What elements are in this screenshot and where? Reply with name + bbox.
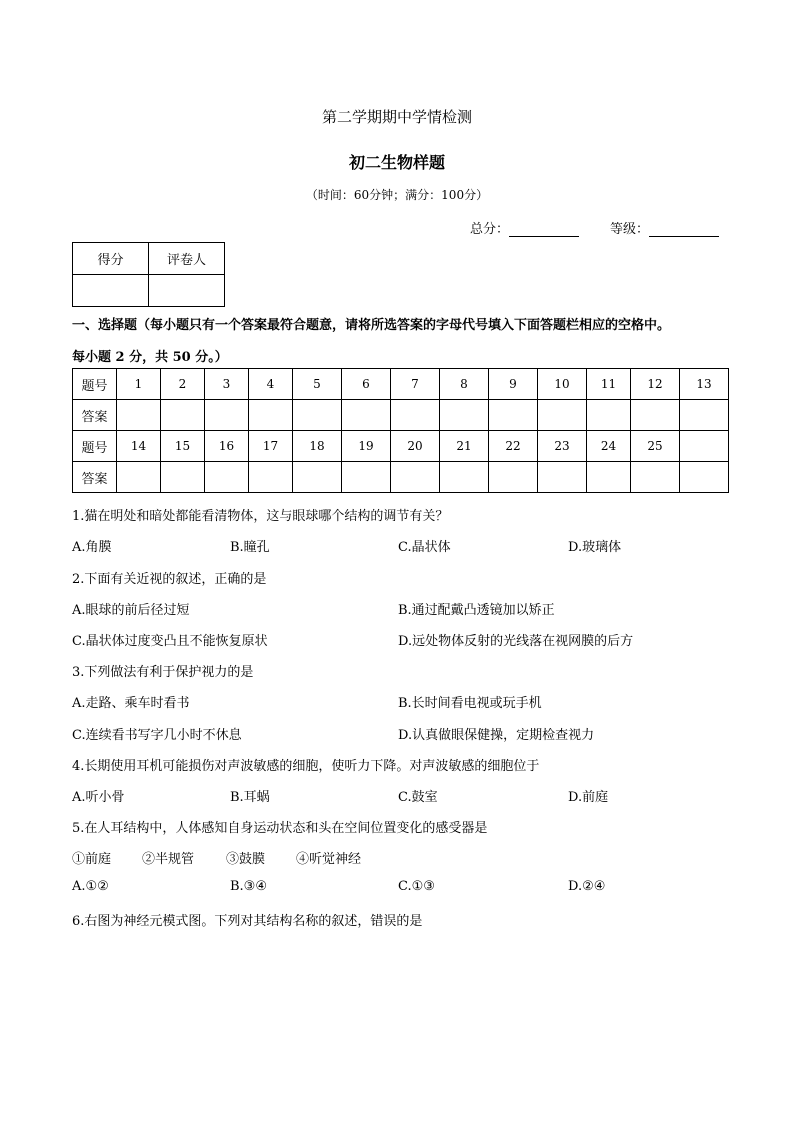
number-cell: 3 — [205, 369, 249, 400]
section-instructions-line1: 一、选择题（每小题只有一个答案最符合题意，请将所选答案的字母代号填入下面答题栏相应的空格中。 — [72, 318, 671, 333]
question-6-stem: 6.右图为神经元模式图。下列对其结构名称的叙述，错误的是 — [72, 914, 423, 929]
number-cell: 23 — [538, 431, 587, 462]
number-row-label: 题号 — [73, 431, 117, 462]
question-5-item-2: ②半规管 — [142, 852, 195, 867]
question-5-item-3: ③鼓膜 — [226, 852, 266, 867]
number-cell: 22 — [489, 431, 538, 462]
number-cell: 7 — [391, 369, 440, 400]
exam-title: 第二学期期中学情检测 — [321, 108, 472, 126]
answer-cell[interactable] — [161, 400, 205, 431]
number-cell: 11 — [587, 369, 631, 400]
table-row-numbers-2 — [73, 431, 729, 462]
number-cell: 21 — [440, 431, 489, 462]
question-2-option-c[interactable]: C.晶状体过度变凸且不能恢复原状 — [72, 634, 268, 649]
number-cell: 25 — [631, 431, 680, 462]
answer-cell[interactable] — [680, 400, 729, 431]
question-5-option-d[interactable]: D.②④ — [568, 879, 606, 894]
time-info: （时间：60分钟；满分：100分） — [305, 188, 489, 202]
total-score-blank[interactable] — [509, 222, 579, 237]
answer-table — [72, 368, 729, 493]
grade-field — [610, 218, 719, 237]
total-score-label: 总分： — [470, 222, 510, 237]
number-row-label: 题号 — [73, 369, 117, 400]
question-5-item-1: ①前庭 — [72, 852, 112, 867]
question-5-stem: 5.在人耳结构中，人体感知自身运动状态和头在空间位置变化的感受器是 — [72, 821, 488, 836]
number-cell: 16 — [205, 431, 249, 462]
number-cell: 6 — [342, 369, 391, 400]
answer-cell[interactable] — [631, 400, 680, 431]
answer-cell[interactable] — [205, 462, 249, 493]
question-4-option-a[interactable]: A.听小骨 — [72, 790, 125, 805]
question-4-option-b[interactable]: B.耳蜗 — [230, 790, 270, 805]
question-1-option-a[interactable]: A.角膜 — [72, 540, 112, 555]
total-score-field — [470, 218, 579, 237]
question-4-option-c[interactable]: C.鼓室 — [398, 790, 438, 805]
number-cell: 20 — [391, 431, 440, 462]
number-cell: 10 — [538, 369, 587, 400]
question-5-item-4: ④听觉神经 — [296, 852, 362, 867]
answer-cell[interactable] — [489, 462, 538, 493]
answer-cell[interactable] — [293, 400, 342, 431]
number-cell: 19 — [342, 431, 391, 462]
number-cell: 1 — [117, 369, 161, 400]
answer-row-label: 答案 — [73, 462, 117, 493]
answer-cell[interactable] — [538, 462, 587, 493]
number-cell: 13 — [680, 369, 729, 400]
question-4-stem: 4.长期使用耳机可能损伤对声波敏感的细胞，使听力下降。对声波敏感的细胞位于 — [72, 759, 540, 774]
table-row-numbers-1 — [73, 369, 729, 400]
grade-blank[interactable] — [649, 222, 719, 237]
answer-cell[interactable] — [117, 400, 161, 431]
number-cell: 8 — [440, 369, 489, 400]
number-cell — [680, 431, 729, 462]
question-5-option-a[interactable]: A.①② — [72, 879, 109, 894]
answer-cell[interactable] — [489, 400, 538, 431]
grader-box — [72, 242, 225, 307]
table-row-answers-1 — [73, 400, 729, 431]
answer-cell[interactable] — [440, 462, 489, 493]
answer-cell[interactable] — [249, 462, 293, 493]
question-2-option-a[interactable]: A.眼球的前后径过短 — [72, 603, 190, 618]
question-4-option-d[interactable]: D.前庭 — [568, 790, 609, 805]
question-1-option-b[interactable]: B.瞳孔 — [230, 540, 270, 555]
answer-cell[interactable] — [391, 400, 440, 431]
question-3-option-c[interactable]: C.连续看书写字几小时不休息 — [72, 728, 242, 743]
reviewer-cell[interactable] — [149, 275, 225, 307]
exam-subtitle: 初二生物样题 — [348, 153, 445, 172]
answer-cell[interactable] — [538, 400, 587, 431]
question-3-option-d[interactable]: D.认真做眼保健操，定期检查视力 — [398, 728, 595, 743]
answer-cell[interactable] — [249, 400, 293, 431]
question-3-option-b[interactable]: B.长时间看电视或玩手机 — [398, 696, 542, 711]
answer-cell[interactable] — [680, 462, 729, 493]
number-cell: 18 — [293, 431, 342, 462]
number-cell: 17 — [249, 431, 293, 462]
answer-cell[interactable] — [342, 400, 391, 431]
section-instructions-line2: 每小题 2 分，共 50 分。） — [72, 350, 228, 365]
number-cell: 24 — [587, 431, 631, 462]
question-5-option-c[interactable]: C.①③ — [398, 879, 435, 894]
score-header: 得分 — [73, 243, 149, 275]
question-3-option-a[interactable]: A.走路、乘车时看书 — [72, 696, 190, 711]
table-row-answers-2 — [73, 462, 729, 493]
number-cell: 15 — [161, 431, 205, 462]
question-1-option-d[interactable]: D.玻璃体 — [568, 540, 622, 555]
question-2-option-d[interactable]: D.远处物体反射的光线落在视网膜的后方 — [398, 634, 634, 649]
answer-cell[interactable] — [161, 462, 205, 493]
answer-cell[interactable] — [117, 462, 161, 493]
answer-cell[interactable] — [342, 462, 391, 493]
number-cell: 12 — [631, 369, 680, 400]
answer-cell[interactable] — [391, 462, 440, 493]
number-cell: 5 — [293, 369, 342, 400]
question-2-stem: 2.下面有关近视的叙述，正确的是 — [72, 572, 267, 587]
score-cell[interactable] — [73, 275, 149, 307]
question-1-stem: 1.猫在明处和暗处都能看清物体，这与眼球哪个结构的调节有关？ — [72, 509, 449, 524]
answer-cell[interactable] — [587, 400, 631, 431]
number-cell: 4 — [249, 369, 293, 400]
question-3-stem: 3.下列做法有利于保护视力的是 — [72, 665, 254, 680]
number-cell: 14 — [117, 431, 161, 462]
number-cell: 9 — [489, 369, 538, 400]
question-5-option-b[interactable]: B.③④ — [230, 879, 267, 894]
answer-cell[interactable] — [440, 400, 489, 431]
answer-cell[interactable] — [205, 400, 249, 431]
grade-label: 等级： — [610, 222, 650, 237]
question-1-option-c[interactable]: C.晶状体 — [398, 540, 451, 555]
number-cell: 2 — [161, 369, 205, 400]
answer-cell[interactable] — [631, 462, 680, 493]
answer-cell[interactable] — [293, 462, 342, 493]
reviewer-header: 评卷人 — [149, 243, 225, 275]
answer-row-label: 答案 — [73, 400, 117, 431]
answer-cell[interactable] — [587, 462, 631, 493]
question-2-option-b[interactable]: B.通过配戴凸透镜加以矫正 — [398, 603, 555, 618]
